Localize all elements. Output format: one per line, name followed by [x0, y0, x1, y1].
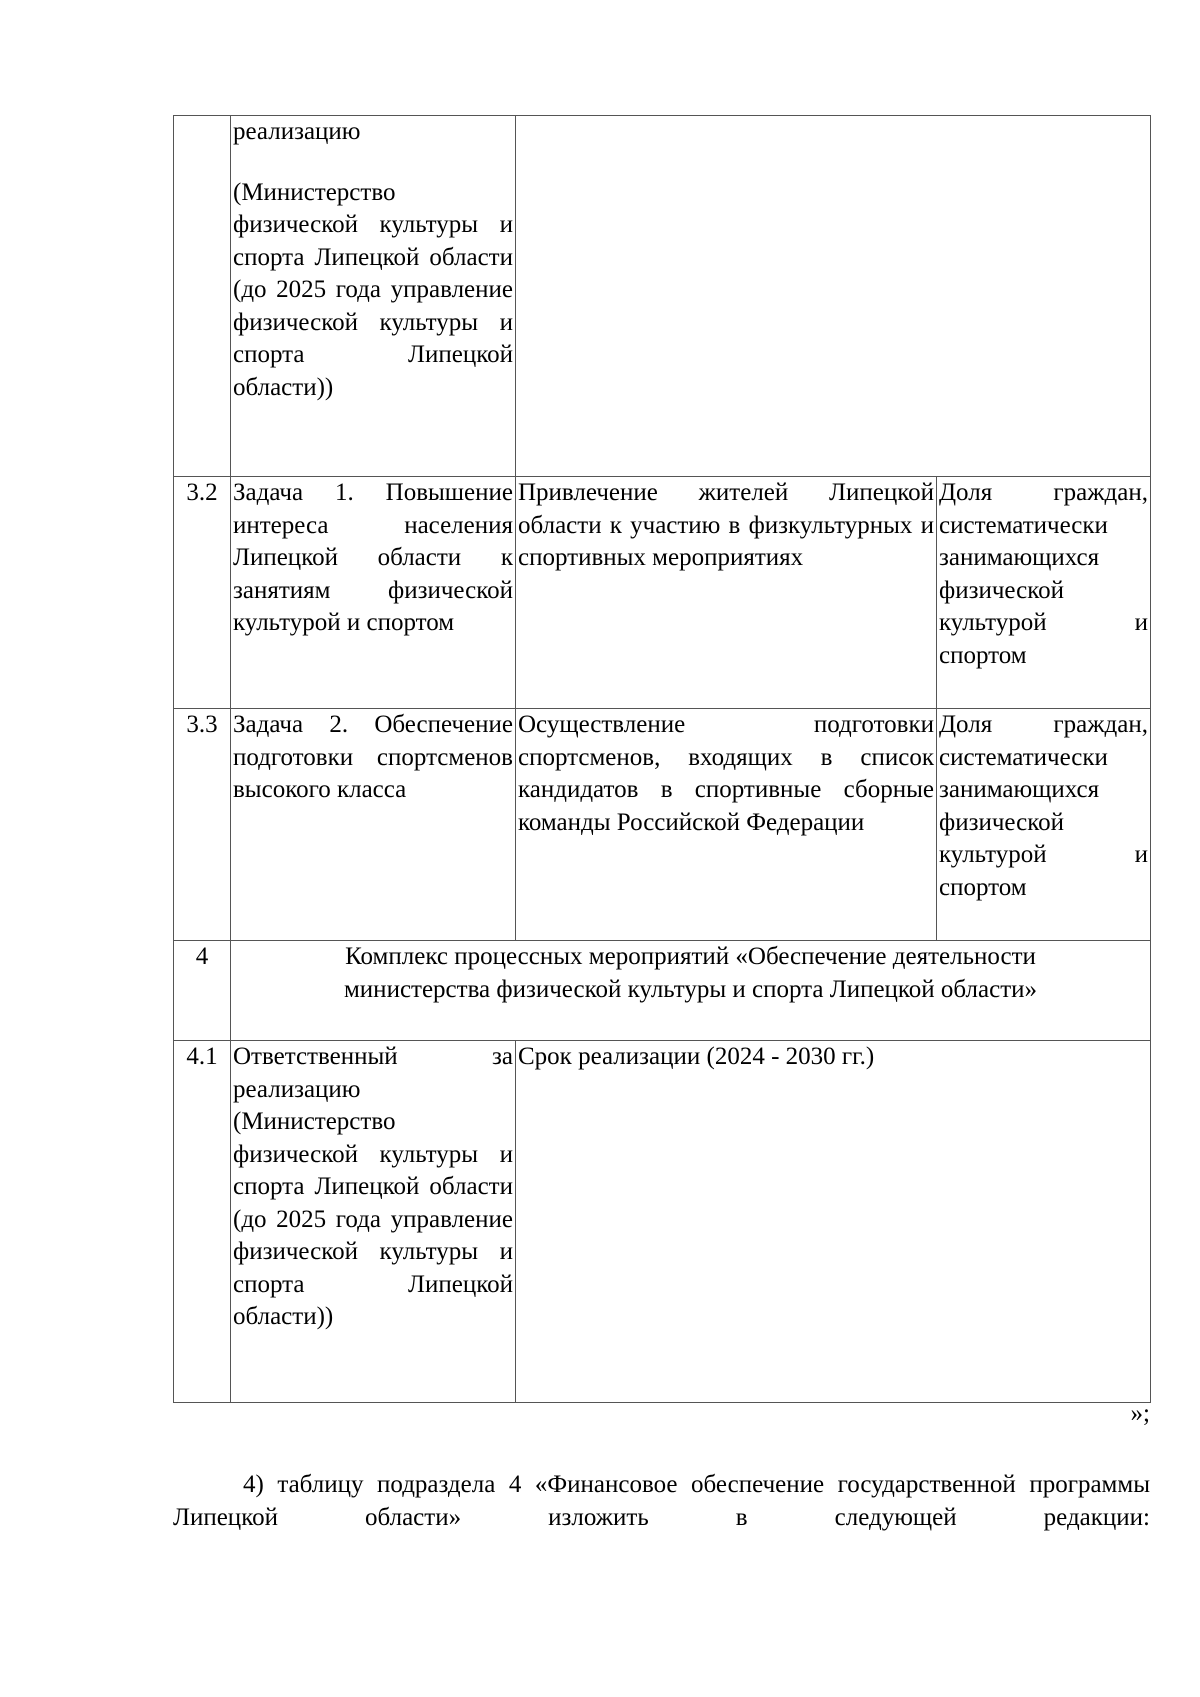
indicator-cell-3-2: Доля граждан, систематически занимающихся физической культурой и спортом: [937, 477, 1151, 709]
complex-title-cell: Комплекс процессных мероприятий «Обеспечение деятельности министерства физической культуры и спорта Липецкой области»: [231, 941, 1151, 1041]
description-cell-3-3: Осуществление подготовки спортсменов, входящих в список кандидатов в спортивные сборные команды Российской Федерации: [516, 709, 937, 941]
merged-empty-cell: [516, 116, 1151, 477]
table-row-continuation: [174, 116, 1151, 477]
responsible-text-line1: реализацию: [233, 118, 361, 145]
table-row-3-2: [174, 477, 1151, 709]
indicator-cell-3-3: Доля граждан, систематически занимающихся физической культурой и спортом: [937, 709, 1151, 941]
description-cell-3-2: Привлечение жителей Липецкой области к участию в физкультурных и спортивных мероприятиях: [516, 477, 937, 709]
table-row-4: [174, 941, 1151, 1041]
responsible-cell-4-1: Ответственный за реализацию (Министерство физической культуры и спорта Липецкой области (до 2025 года управление физической культуры и спорта Липецкой области)): [231, 1041, 516, 1403]
responsible-text-line2: (Министерство физической культуры и спорта Липецкой области (до 2025 года управление физической культуры и спорта Липецкой области)): [233, 178, 513, 401]
period-cell-4-1: Срок реализации (2024 - 2030 гг.): [516, 1041, 1151, 1403]
task-cell-3-3: Задача 2. Обеспечение подготовки спортсменов высокого класса: [231, 709, 516, 941]
table-row-4-1: [174, 1041, 1151, 1403]
row-number-4-1: 4.1: [174, 1041, 231, 1403]
row-number-3-3: 3.3: [174, 709, 231, 941]
responsible-cell: [231, 116, 516, 477]
task-cell-3-2: Задача 1. Повышение интереса населения Липецкой области к занятиям физической культурой и спортом: [231, 477, 516, 709]
row-number-3-2: 3.2: [174, 477, 231, 709]
row-number-cell: [174, 116, 231, 477]
table-row-3-3: [174, 709, 1151, 941]
amendment-paragraph: 4) таблицу подраздела 4 «Финансовое обеспечение государственной программы Липецкой области» изложить в следующей редакции:: [173, 1471, 1150, 1531]
program-table: [173, 115, 1151, 1403]
row-number-4: 4: [174, 941, 231, 1041]
closing-quote-mark: »;: [1130, 1400, 1150, 1427]
